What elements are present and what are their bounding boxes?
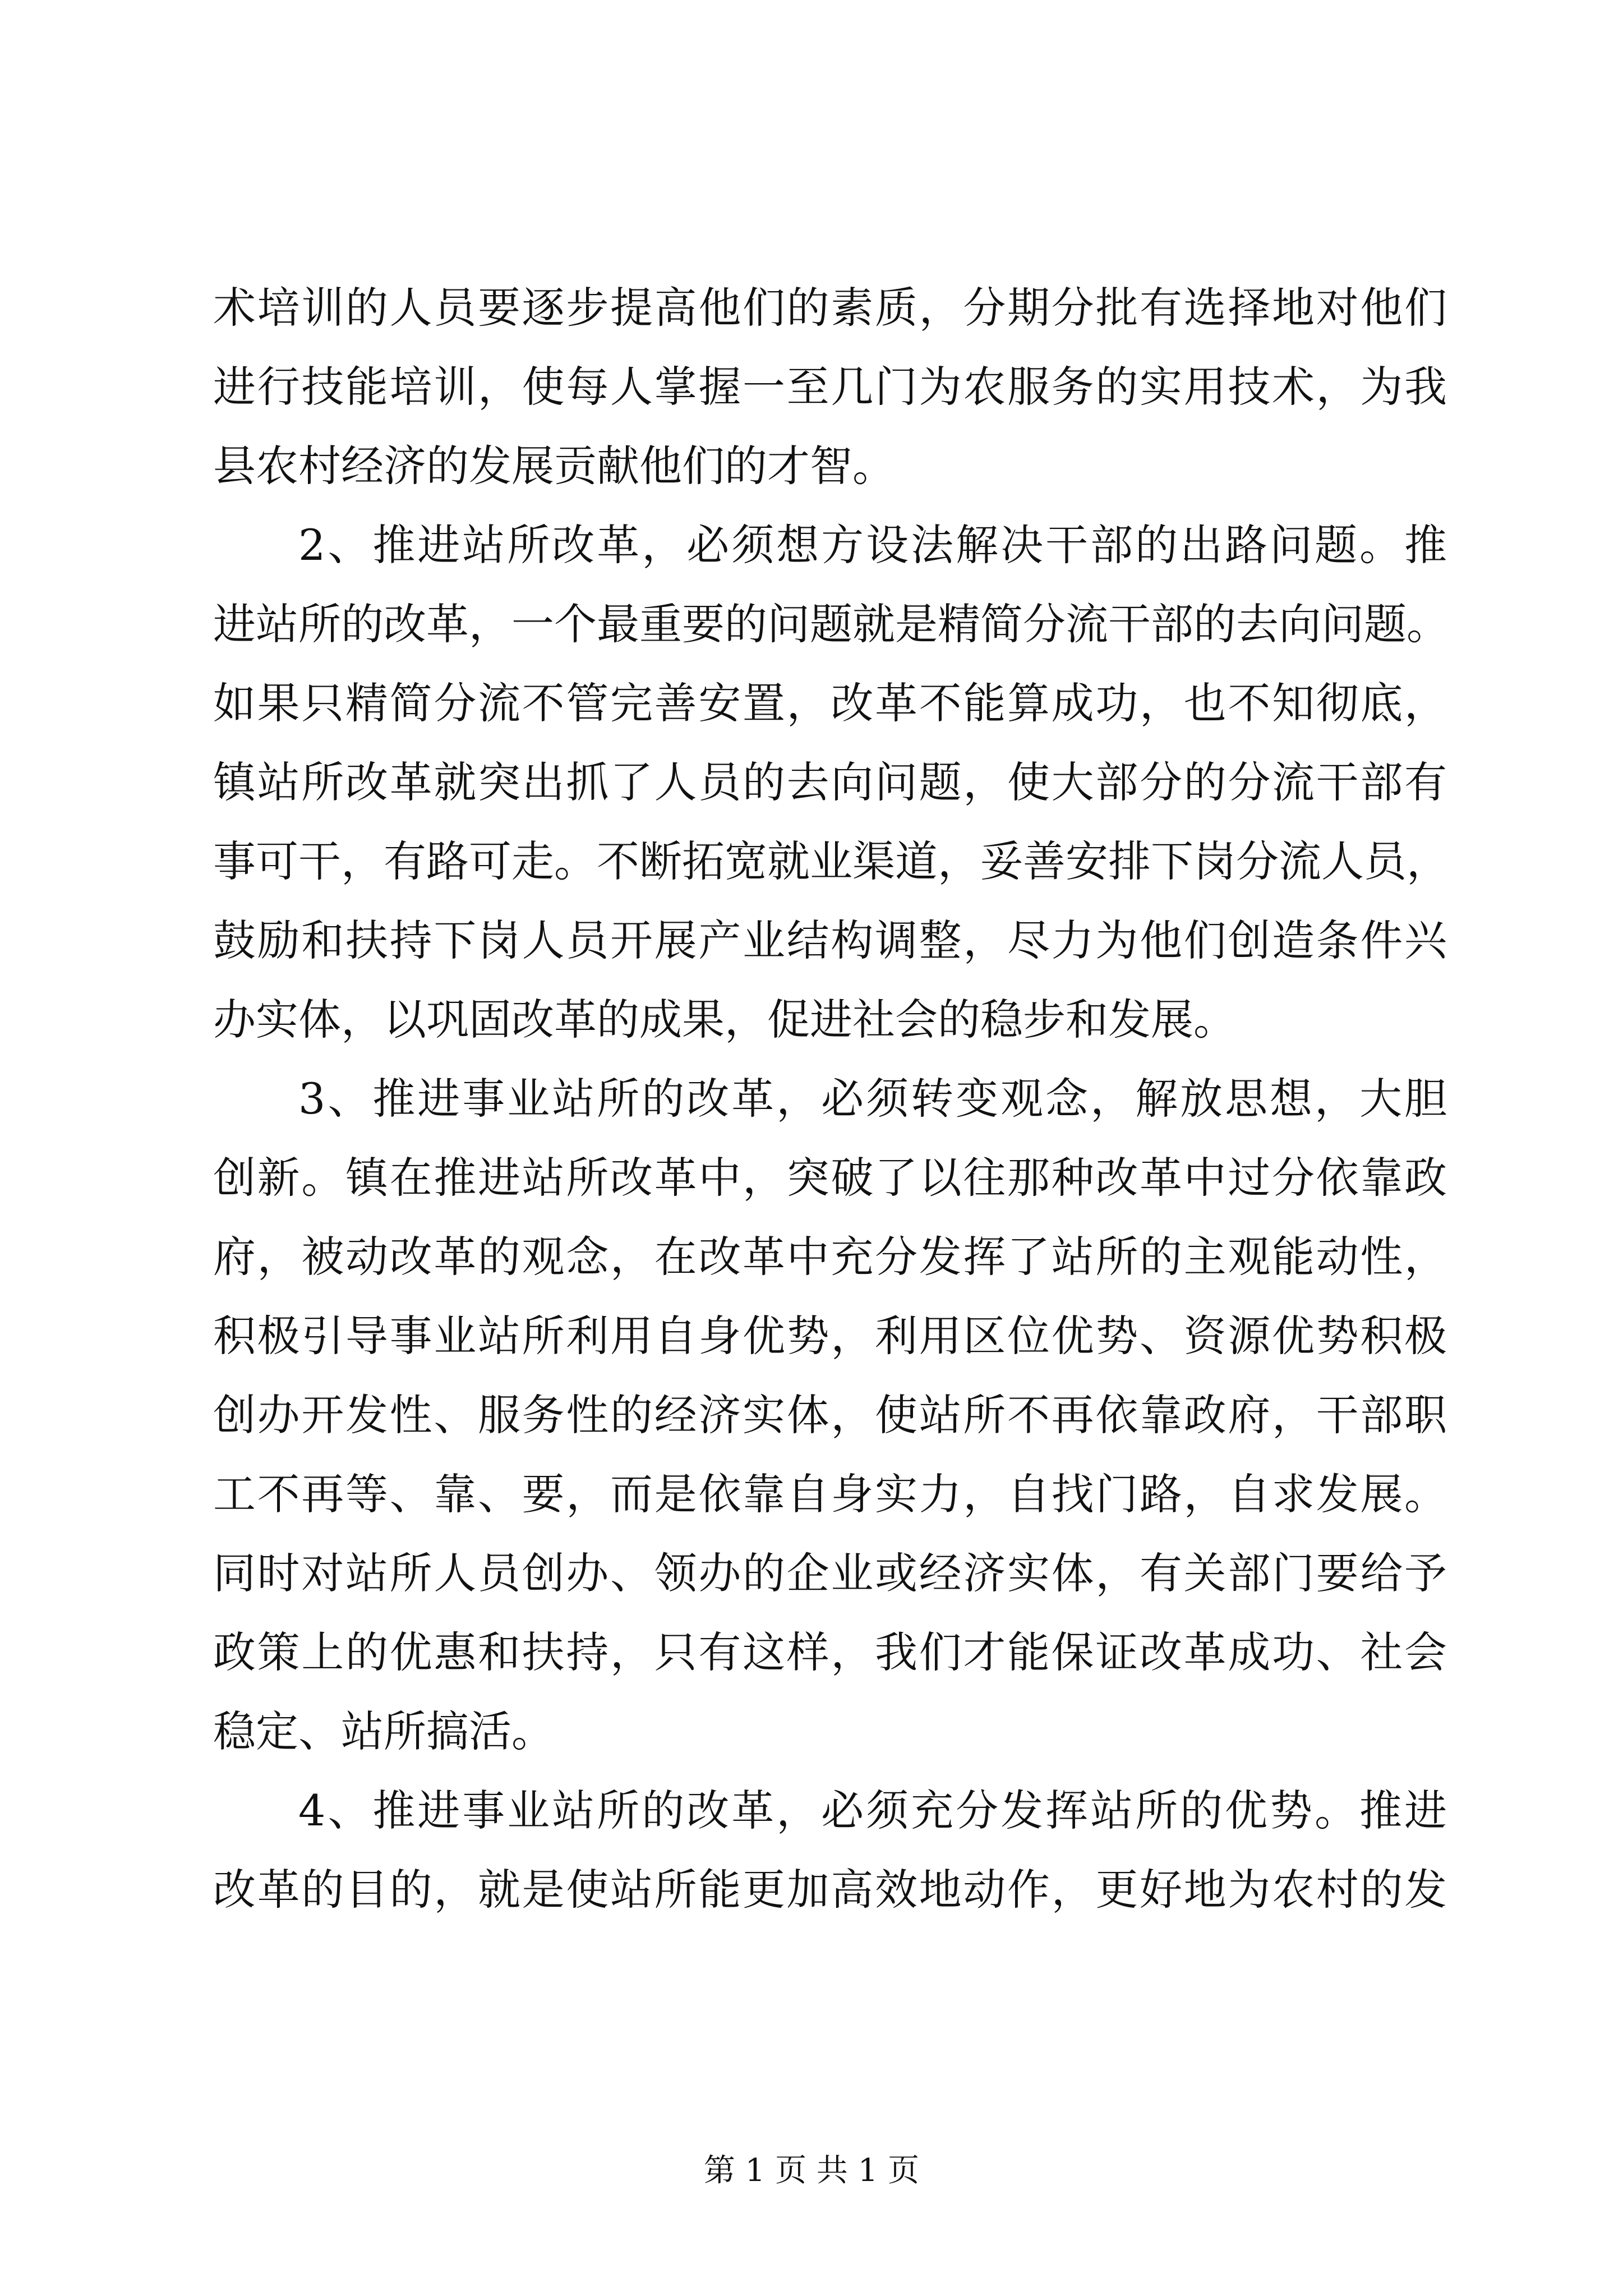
text-line: 镇站所改革就突出抓了人员的去向问题，使大部分的分流干部有 <box>213 757 1447 807</box>
text-line: 同时对站所人员创办、领办的企业或经济实体，有关部门要给予 <box>213 1548 1447 1598</box>
text-line: 进行技能培训，使每人掌握一至几门为农服务的实用技术，为我 <box>213 362 1447 412</box>
page-footer <box>0 2148 1623 2193</box>
text-line: 创办开发性、服务性的经济实体，使站所不再依靠政府，干部职 <box>213 1390 1447 1440</box>
text-line: 积极引导事业站所利用自身优势，利用区位优势、资源优势积极 <box>213 1311 1447 1361</box>
text-line: 稳定、站所搞活。 <box>213 1706 554 1756</box>
text-line: 府，被动改革的观念，在改革中充分发挥了站所的主观能动性， <box>213 1232 1447 1282</box>
text-line: 4、推进事业站所的改革，必须充分发挥站所的优势。推进 <box>298 1786 1447 1835</box>
text-line: 改革的目的，就是使站所能更加高效地动作，更好地为农村的发 <box>213 1865 1447 1915</box>
text-line: 3、推进事业站所的改革，必须转变观念，解放思想，大胆 <box>298 1074 1447 1124</box>
paragraph-4 <box>213 1771 1447 1929</box>
text-line: 政策上的优惠和扶持，只有这样，我们才能保证改革成功、社会 <box>213 1627 1447 1677</box>
text-line: 办实体，以巩固改革的成果，促进社会的稳步和发展。 <box>213 995 1236 1045</box>
text-line: 鼓励和扶持下岗人员开展产业结构调整，尽力为他们创造条件兴 <box>213 915 1447 965</box>
text-line: 事可干，有路可走。不断拓宽就业渠道，妥善安排下岗分流人员， <box>213 836 1449 886</box>
text-line: 工不再等、靠、要，而是依靠自身实力，自找门路，自求发展。 <box>213 1469 1447 1519</box>
paragraph-2 <box>213 505 1447 1059</box>
text-line: 创新。镇在推进站所改革中，突破了以往那种改革中过分依靠政 <box>213 1153 1447 1203</box>
text-line: 如果只精简分流不管完善安置，改革不能算成功，也不知彻底， <box>213 678 1447 728</box>
text-line: 2、推进站所改革，必须想方设法解决干部的出路问题。推 <box>298 520 1447 570</box>
page-number-label: 第 1 页 共 1 页 <box>703 2152 920 2189</box>
text-line: 术培训的人员要逐步提高他们的素质，分期分批有选择地对他们 <box>213 283 1447 333</box>
text-line: 进站所的改革，一个最重要的问题就是精简分流干部的去向问题。 <box>213 599 1449 649</box>
document-body <box>213 268 1447 1929</box>
text-line: 县农村经济的发展贡献他们的才智。 <box>213 441 895 491</box>
paragraph-1 <box>213 268 1447 505</box>
paragraph-3 <box>213 1059 1447 1771</box>
